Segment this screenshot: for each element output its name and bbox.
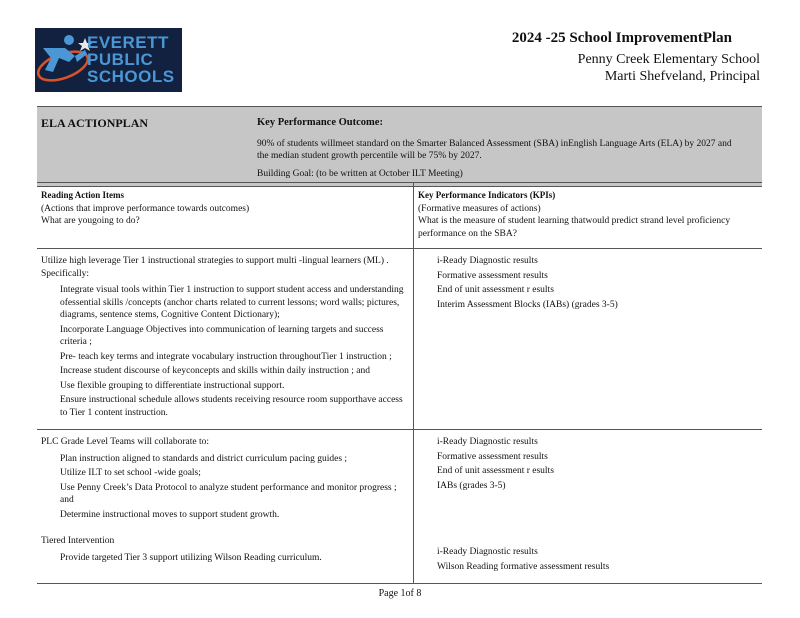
list-item: i-Ready Diagnostic results bbox=[437, 547, 538, 557]
kpi-list bbox=[418, 255, 732, 311]
kpo-label: Key Performance Outcome: bbox=[257, 117, 383, 128]
principal-name: Marti Shefveland, Principal bbox=[604, 69, 760, 84]
list-item: Formative assessment results bbox=[437, 270, 548, 281]
kpi-header: Key Performance Indicators (KPIs) (Formative measures of actions) What is the measure of student learning thatwould predict strand level proficiency performance on the SBA? bbox=[414, 183, 763, 249]
column-header-row bbox=[37, 183, 762, 249]
list-item: Integrate visual tools within Tier 1 instruction to support student access and understanding ofessential skills /concepts (anchor charts related to current lessons; word walls; pictures, diagrams, sentence stems, Cognitive Content Dictionary); bbox=[60, 285, 404, 320]
list-item: Increase student discourse of keyconcepts and skills within daily instruction ; and bbox=[60, 366, 370, 376]
list-item: Ensure instructional schedule allows students receiving resource room supporthave access to Tier 1 content instruction. bbox=[60, 395, 403, 418]
list-item: Wilson Reading formative assessment results bbox=[437, 561, 610, 572]
kpi-list bbox=[418, 436, 732, 492]
list-item: End of unit assessment r esults bbox=[437, 285, 554, 295]
list-item: Incorporate Language Objectives into communication of learning targets and success criteria ; bbox=[60, 324, 384, 347]
building-goal: Building Goal: (to be written at October ILT Meeting) bbox=[257, 168, 463, 179]
reading-action-items-header: Reading Action Items (Actions that improve performance towards outcomes) What are yougoing to do? bbox=[37, 183, 414, 249]
action-cell bbox=[37, 430, 414, 584]
tiered-intervention-lead: Tiered Intervention bbox=[41, 536, 115, 546]
action-lead: Utilize high leverage Tier 1 instructional strategies to support multi -lingual learners (ML) . Specifically: bbox=[41, 256, 389, 279]
school-name: Penny Creek Elementary School bbox=[577, 52, 760, 67]
key-performance-outcome bbox=[255, 107, 762, 187]
ela-action-plan-table bbox=[37, 106, 762, 187]
kpi-cell bbox=[414, 249, 763, 430]
list-item: Plan instruction aligned to standards and district curriculum pacing guides ; bbox=[60, 453, 348, 464]
intervention-kpi-list bbox=[418, 546, 732, 573]
kpi-cell bbox=[414, 430, 763, 584]
action-lead: PLC Grade Level Teams will collaborate to: bbox=[41, 437, 209, 447]
plan-header-row bbox=[37, 107, 762, 187]
list-item: Provide targeted Tier 3 support utilizing Wilson Reading curriculum. bbox=[60, 552, 322, 563]
plan-title: ELA ACTIONPLAN bbox=[37, 107, 255, 187]
district-logo bbox=[35, 28, 182, 92]
action-cell bbox=[37, 249, 414, 430]
row-multilingual-strategies bbox=[37, 249, 762, 430]
page-number: Page 1of 8 bbox=[378, 588, 422, 599]
list-item: i-Ready Diagnostic results bbox=[437, 256, 538, 266]
list-item: IABs (grades 3-5) bbox=[437, 480, 506, 491]
list-item: Pre- teach key terms and integrate vocabulary instruction throughoutTier 1 instruction ; bbox=[60, 351, 392, 362]
list-item: Determine instructional moves to support student growth. bbox=[60, 509, 280, 520]
intervention-list bbox=[41, 552, 409, 565]
list-item: Formative assessment results bbox=[437, 451, 548, 462]
list-item: Interim Assessment Blocks (IABs) (grades 3-5) bbox=[437, 299, 618, 310]
document-title: 2024 -25 School ImprovementPlan bbox=[511, 30, 732, 46]
document-header bbox=[512, 30, 760, 85]
list-item: End of unit assessment r esults bbox=[437, 466, 554, 476]
kpo-text: 90% of students willmeet standard on the Smarter Balanced Assessment (SBA) inEnglish Language Arts (ELA) by 2027 and the median student growth percentile will be 75% by 2027. bbox=[257, 138, 732, 161]
logo-wordmark: EVERETT PUBLIC SCHOOLS bbox=[87, 33, 175, 86]
row-plc-collaboration bbox=[37, 430, 762, 584]
action-items-table bbox=[37, 182, 762, 584]
list-item: Utilize ILT to set school -wide goals; bbox=[60, 468, 201, 478]
action-list bbox=[41, 453, 409, 522]
list-item: Use flexible grouping to differentiate instructional support. bbox=[60, 380, 285, 391]
list-item: Use Penny Creek’s Data Protocol to analyze student performance and monitor progress ; and bbox=[60, 482, 397, 505]
list-item: i-Ready Diagnostic results bbox=[437, 437, 538, 447]
action-list bbox=[41, 284, 409, 419]
